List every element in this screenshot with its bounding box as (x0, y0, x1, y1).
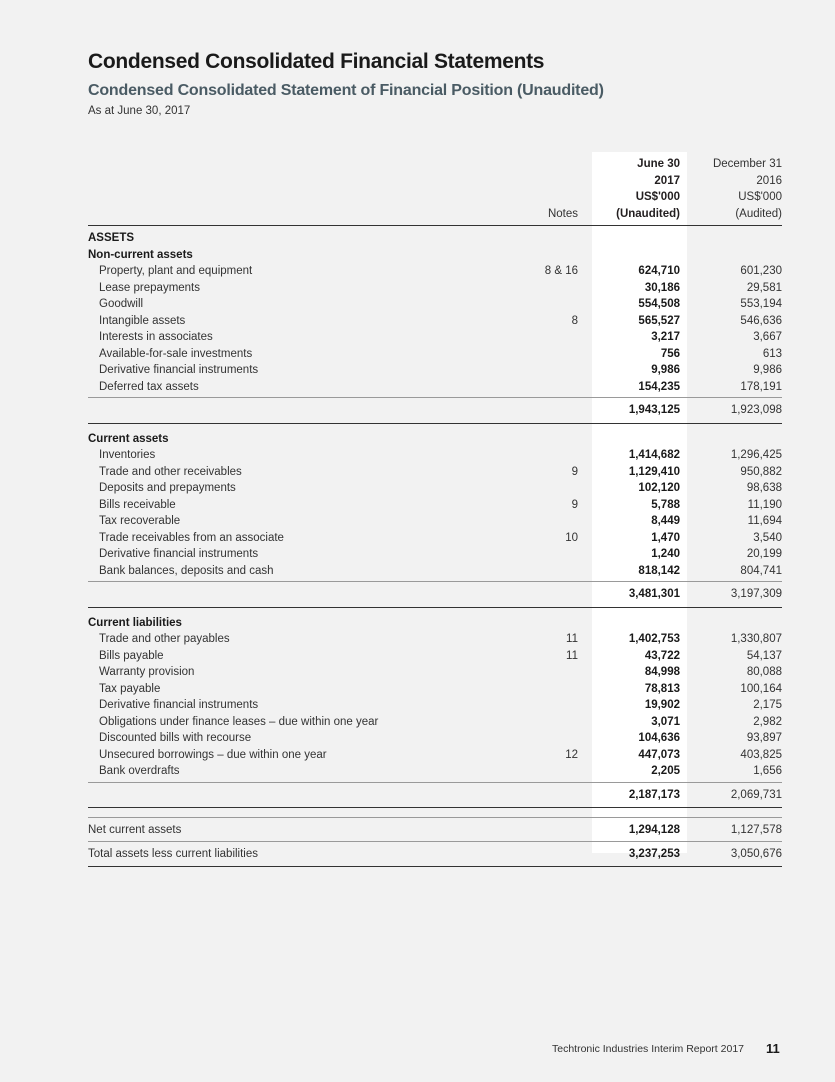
previous-header-line: 2016 (756, 174, 782, 187)
summary-row (88, 846, 782, 863)
row-label: Derivative financial instruments (99, 548, 259, 560)
row-label: Property, plant and equipment (99, 265, 253, 277)
previous-period-value: 1,923,098 (730, 404, 782, 416)
row-label: Inventories (99, 449, 156, 461)
closing-rule (88, 866, 782, 867)
table-row (88, 313, 782, 330)
table-row (88, 447, 782, 464)
row-label: Current liabilities (88, 616, 182, 629)
row-note-ref: 9 (571, 498, 578, 511)
total-rule (88, 423, 782, 424)
previous-period-value: 613 (762, 347, 782, 360)
row-note-ref: 8 & 16 (544, 265, 578, 277)
previous-period-value: 2,069,731 (730, 788, 782, 801)
current-period-value: 2,187,173 (628, 788, 680, 801)
current-period-value: 43,722 (644, 649, 680, 662)
table-row (88, 747, 782, 764)
total-rule (88, 807, 782, 808)
report-footer: Techtronic Industries Interim Report 2017 (551, 1043, 744, 1055)
previous-period-column-header (688, 156, 782, 222)
row-label: Discounted bills with recourse (99, 732, 252, 744)
current-period-value: 9,986 (651, 364, 680, 376)
table-row (88, 664, 782, 681)
table-row (88, 329, 782, 346)
row-label: Lease prepayments (99, 281, 201, 294)
subtotal-row (88, 402, 782, 419)
current-period-value: 3,237,253 (628, 847, 680, 860)
previous-period-value: 950,882 (740, 465, 782, 478)
previous-period-value: 403,825 (740, 748, 782, 761)
current-period-value: 104,636 (638, 732, 680, 744)
current-period-value: 84,998 (644, 666, 680, 678)
previous-period-value: 93,897 (746, 732, 782, 744)
section-heading (88, 230, 782, 247)
previous-period-value: 3,050,676 (730, 847, 782, 860)
table-row (88, 263, 782, 280)
current-period-value: 5,788 (651, 498, 680, 511)
row-label: Current assets (88, 432, 169, 445)
table-row (88, 763, 782, 780)
previous-period-value: 100,164 (740, 682, 782, 695)
current-period-value: 3,481,301 (628, 588, 680, 600)
previous-period-value: 80,088 (746, 666, 782, 678)
row-label: Non-current assets (88, 248, 193, 261)
current-period-value: 8,449 (651, 515, 680, 527)
row-label: Unsecured borrowings – due within one year (99, 748, 327, 761)
previous-period-value: 804,741 (740, 564, 782, 577)
table-row (88, 280, 782, 297)
previous-period-value: 1,127,578 (730, 824, 782, 836)
section-heading (88, 431, 782, 448)
page-subtitle: Condensed Consolidated Statement of Financial Position (Unaudited) (88, 82, 604, 99)
page-title: Condensed Consolidated Financial Statements (88, 50, 545, 73)
summary-rule (88, 841, 782, 842)
row-label: ASSETS (88, 232, 135, 244)
row-label: Bills receivable (99, 498, 176, 511)
current-period-value: 102,120 (638, 482, 680, 494)
current-period-value: 154,235 (638, 380, 680, 393)
subtotal-row (88, 586, 782, 603)
page-number: 11 (766, 1041, 780, 1056)
table-row (88, 513, 782, 530)
previous-period-value: 1,656 (753, 765, 782, 777)
row-label: Tax recoverable (99, 515, 181, 527)
row-label: Total assets less current liabilities (88, 847, 259, 860)
table-row (88, 530, 782, 547)
current-period-value: 78,813 (644, 682, 680, 695)
table-row (88, 714, 782, 731)
section-heading (88, 247, 782, 264)
row-label: Obligations under finance leases – due within one year (99, 715, 379, 728)
row-label: Derivative financial instruments (99, 699, 259, 711)
table-row (88, 730, 782, 747)
current-header-line: 2017 (654, 174, 680, 187)
row-label: Deposits and prepayments (99, 482, 236, 494)
previous-period-value: 20,199 (746, 548, 782, 560)
table-row (88, 697, 782, 714)
previous-period-value: 2,982 (753, 715, 782, 728)
notes-column-header: Notes (547, 208, 578, 220)
previous-period-value: 601,230 (740, 265, 782, 277)
summary-rule (88, 817, 782, 818)
table-row (88, 480, 782, 497)
row-note-ref: 11 (566, 633, 578, 645)
section-heading (88, 615, 782, 632)
current-period-value: 1,129,410 (628, 465, 680, 478)
subtotal-row (88, 787, 782, 804)
current-period-value: 3,217 (651, 331, 680, 343)
table-row (88, 497, 782, 514)
previous-period-value: 178,191 (740, 380, 782, 393)
previous-period-value: 1,296,425 (730, 449, 782, 461)
table-row (88, 464, 782, 481)
row-note-ref: 10 (565, 531, 578, 544)
current-period-value: 2,205 (651, 765, 680, 777)
row-label: Intangible assets (99, 314, 186, 327)
current-period-value: 3,071 (651, 715, 680, 728)
subtotal-rule (88, 397, 782, 398)
subtotal-rule (88, 581, 782, 582)
header-rule (88, 225, 782, 226)
row-label: Interests in associates (99, 331, 213, 343)
row-label: Trade and other payables (99, 633, 230, 645)
current-period-value: 1,402,753 (628, 633, 680, 645)
row-label: Bank overdrafts (99, 765, 180, 777)
current-period-column-header (592, 156, 680, 222)
previous-period-value: 11,694 (747, 515, 782, 527)
table-row (88, 631, 782, 648)
previous-period-value: 553,194 (740, 298, 782, 310)
previous-header-line: December 31 (712, 158, 782, 170)
table-row (88, 346, 782, 363)
row-label: Goodwill (99, 298, 144, 310)
row-label: Deferred tax assets (99, 380, 199, 393)
current-period-value: 624,710 (638, 265, 680, 277)
summary-row (88, 822, 782, 839)
current-period-value: 1,943,125 (628, 404, 680, 416)
row-label: Tax payable (99, 682, 161, 695)
current-header-line: June 30 (637, 158, 680, 170)
table-row (88, 296, 782, 313)
table-row (88, 546, 782, 563)
current-period-value: 447,073 (638, 748, 680, 761)
row-label: Trade receivables from an associate (99, 531, 284, 544)
previous-period-value: 54,137 (746, 649, 782, 662)
row-label: Net current assets (88, 824, 182, 836)
current-period-value: 1,414,682 (628, 449, 680, 461)
row-note-ref: 8 (571, 314, 578, 327)
table-row (88, 379, 782, 396)
previous-period-value: 546,636 (740, 314, 782, 327)
statement-date: As at June 30, 2017 (88, 105, 191, 117)
current-header-line: (Unaudited) (616, 207, 680, 220)
row-note-ref: 11 (566, 649, 578, 662)
current-period-value: 19,902 (644, 699, 680, 711)
row-label: Warranty provision (99, 666, 195, 678)
previous-period-value: 98,638 (746, 482, 782, 494)
previous-period-value: 3,197,309 (730, 588, 782, 600)
previous-period-value: 9,986 (753, 364, 782, 376)
row-note-ref: 9 (571, 465, 578, 478)
row-label: Available-for-sale investments (99, 347, 253, 360)
row-label: Bills payable (99, 649, 164, 662)
previous-period-value: 3,540 (753, 531, 782, 544)
row-note-ref: 12 (565, 748, 578, 761)
current-period-value: 1,294,128 (628, 824, 680, 836)
previous-header-line: US$'000 (738, 191, 782, 203)
table-row (88, 681, 782, 698)
current-period-value: 756 (660, 347, 680, 360)
previous-period-value: 3,667 (753, 331, 782, 343)
current-period-value: 818,142 (638, 564, 680, 577)
previous-header-line: (Audited) (735, 207, 782, 220)
row-label: Derivative financial instruments (99, 364, 259, 376)
subtotal-rule (88, 782, 782, 783)
table-row (88, 648, 782, 665)
row-label: Trade and other receivables (99, 465, 242, 478)
current-header-line: US$'000 (635, 191, 680, 203)
table-row (88, 362, 782, 379)
current-period-value: 554,508 (638, 298, 680, 310)
row-label: Bank balances, deposits and cash (99, 564, 274, 577)
previous-period-value: 29,581 (746, 281, 782, 294)
current-period-value: 30,186 (644, 281, 680, 294)
previous-period-value: 11,190 (747, 498, 782, 511)
total-rule (88, 607, 782, 608)
current-period-value: 1,470 (651, 531, 680, 544)
current-period-value: 1,240 (651, 548, 680, 560)
table-row (88, 563, 782, 580)
previous-period-value: 1,330,807 (730, 633, 782, 645)
current-period-value: 565,527 (638, 314, 680, 327)
previous-period-value: 2,175 (753, 699, 782, 711)
